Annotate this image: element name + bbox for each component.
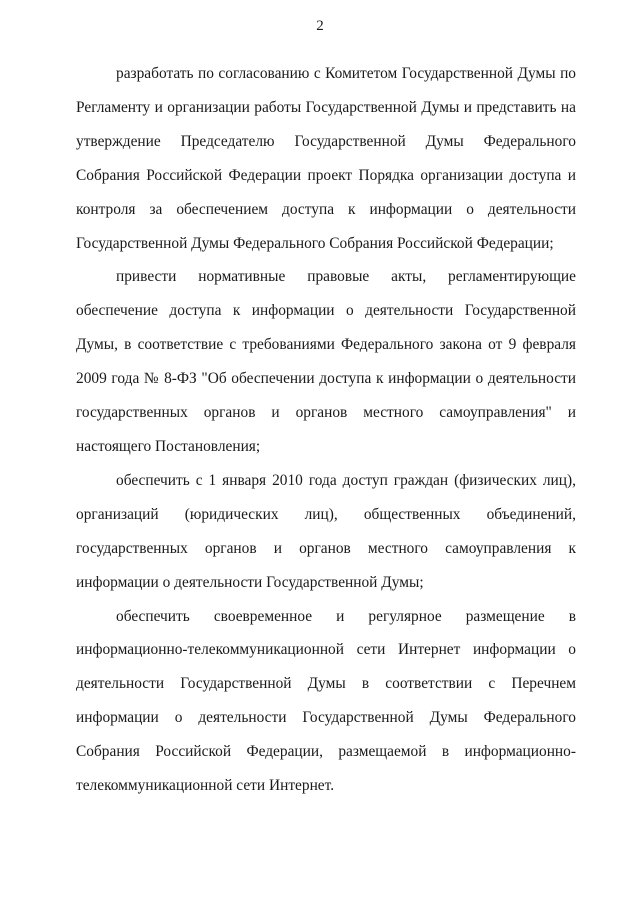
paragraph-internet-publication: обеспечить своевременное и регулярное размещение в информационно-телекоммуникационной сети Интернет информации о деятельности Государственной Думы в соответствии с Перечнем информации о деятельности Государственной Думы Федерального Собрания Российской Федерации, размещаемой в информационно-телекоммуникационной сети Интернет. [76, 607, 576, 795]
document-body [76, 57, 576, 803]
paragraph-align-normative-acts: привести нормативные правовые акты, регламентирующие обеспечение доступа к информации о деятельности Государственной Думы, в соответствие с требованиями Федерального закона от 9 февраля 2009 года № 8-ФЗ "Об обеспечении доступа к информации о деятельности государственных органов и органов местного самоуправления" и настоящего Постановления; [76, 268, 576, 455]
paragraph-ensure-access: обеспечить с 1 января 2010 года доступ граждан (физических лиц), организаций (юридических лиц), общественных объединений, государственных органов и органов местного самоуправления к информации о деятельности Государственной Думы; [76, 471, 576, 591]
paragraph-develop-procedure: разработать по согласованию с Комитетом Государственной Думы по Регламенту и организации работы Государственной Думы и представить на утверждение Председателю Государственной Думы Федерального Собрания Российской Федерации проект Порядка организации доступа и контроля за обеспечением доступа к информации о деятельности Государственной Думы Федерального Собрания Российской Федерации; [76, 65, 576, 252]
page-number: 2 [316, 18, 324, 34]
